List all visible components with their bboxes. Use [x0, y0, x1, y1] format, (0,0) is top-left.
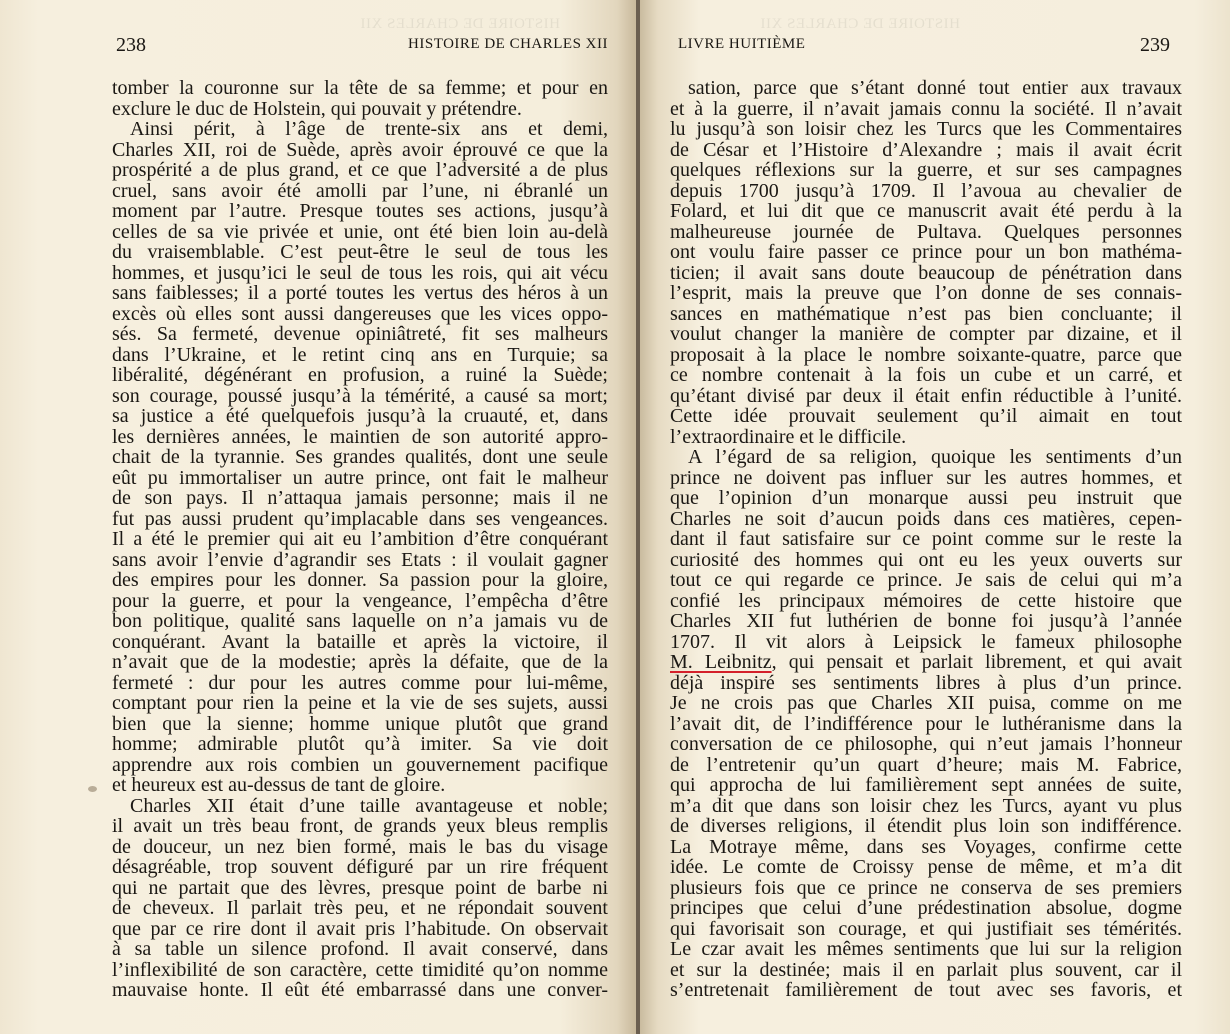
- text-line: exclure le duc de Holstein, qui pouvait y prétendre.: [112, 97, 522, 120]
- text-line: A l’égard de sa religion, quoique les sentiments d’un: [688, 446, 1182, 468]
- text-line: cruel, sans avoir été amolli par l’une, ni ébranlé un: [112, 179, 608, 202]
- text-line: sans faiblesses; il a porté toutes les vertus des héros à un: [112, 282, 608, 304]
- text-line: eût pu immortaliser un autre prince, ont fait le malheur: [112, 466, 608, 489]
- text-line: dant il faut satisfaire sur ce point comme sur le reste la: [670, 528, 1182, 550]
- text-line: La Motraye même, dans ses Voyages, confirme cette: [670, 835, 1182, 858]
- text-line: de César et l’Histoire d’Alexandre ; mais il avait écrit: [670, 138, 1182, 161]
- text-line: désagréable, trop souvent défiguré par un rire fréquent: [112, 856, 608, 878]
- text-line: sa justice a été quelquefois jusqu’à la cruauté, et, dans: [112, 405, 608, 427]
- text-line: n’avait que de la modestie; après la défaite, que de la: [112, 651, 608, 673]
- text-line: curiosité des hommes qui ont eu les yeux ouverts sur: [670, 548, 1182, 571]
- text-line: que par ce rire dont il avait pris l’habitude. On observait: [112, 917, 608, 940]
- text-line: que l’opinion d’un monarque aussi peu instruit que: [670, 487, 1182, 509]
- text-line: tout ce qui regarde ce prince. Je sais de celui qui m’a: [670, 569, 1182, 591]
- text-line: libéralité, dégénérant en profusion, a ruiné la Suède;: [112, 364, 608, 386]
- text-line: chait de la tyrannie. Ses grandes qualités, dont une seule: [112, 446, 608, 468]
- running-head: LIVRE HUITIÈME: [678, 36, 806, 52]
- right-page: [640, 0, 1230, 1034]
- text-line: apprendre aux rois combien un gouvernement pacifique: [112, 753, 608, 776]
- page-body: [670, 78, 1182, 1001]
- text-line: bien que la sienne; homme unique plutôt que grand: [112, 712, 608, 735]
- text-line: excès où elles sont aussi dangereuses que les vices oppo-: [112, 302, 608, 325]
- text-line: qui ne partait que des lèvres, presque point de barbe ni: [112, 876, 608, 899]
- text-line: conquérant. Avant la bataille et après la victoire, il: [112, 630, 608, 653]
- text-line: idée. Le comte de Croissy pense de même, et m’a dit: [670, 856, 1182, 878]
- text-line: Le czar avait les mêmes sentiments que lui sur la religion: [670, 938, 1182, 960]
- text-line: Charles XII, roi de Suède, après avoir éprouvé ce que la: [112, 138, 608, 161]
- running-head: HISTOIRE DE CHARLES XII: [408, 36, 608, 52]
- text-line: de diverses religions, il étendit plus loin son indifférence.: [670, 815, 1182, 837]
- text-line: confié les principaux mémoires de cette histoire que: [670, 589, 1182, 612]
- text-line: m’a dit que dans son loisir chez les Turcs, ayant vu plus: [670, 794, 1182, 817]
- show-through-text: HISTOIRE DE CHARLES XII: [360, 16, 560, 32]
- text-line: sances en mathématique n’est pas bien concluante; il: [670, 302, 1182, 325]
- text-line: conversation de ce philosophe, qui n’eut jamais l’honneur: [670, 733, 1182, 755]
- text-line: comptant pour rien la peine et la vie de ses sujets, aussi: [112, 692, 608, 714]
- paper-stain: [88, 786, 97, 792]
- text-line: fut pas aussi prudent qu’implacable dans ses vengeances.: [112, 507, 608, 530]
- text-line: M. Leibnitz, qui pensait et parlait librement, et qui avait: [670, 651, 1182, 673]
- text-line: Il a été le premier qui ait eu l’ambition d’être conquérant: [112, 528, 608, 550]
- show-through-text: HISTOIRE DE CHARLES XII: [760, 16, 960, 32]
- text-line: moment par l’autre. Presque toutes ses actions, jusqu’à: [112, 200, 608, 222]
- text-line: ont voulu faire passer ce prince pour un bon mathéma-: [670, 241, 1182, 263]
- text-line: prospérité a de plus grand, et ce que l’adversité a de plus: [112, 159, 608, 181]
- text-line: 1707. Il vit alors à Leipsick le fameux philosophe: [670, 630, 1182, 653]
- text-line: s’entretenait familièrement de tout avec ses favoris, et: [670, 979, 1182, 1001]
- text-line: déjà inspiré ses sentiments libres à plus d’un prince.: [670, 671, 1182, 694]
- text-line: mauvaise honte. Il eût été embarrassé dans une conver-: [112, 979, 608, 1001]
- text-line: de douceur, un nez bien formé, mais le bas du visage: [112, 835, 608, 858]
- text-line: Ainsi périt, à l’âge de trente-six ans et demi,: [130, 118, 608, 140]
- text-line: Cette idée prouvait seulement qu’il aimait en tout: [670, 405, 1182, 427]
- text-line: de cheveux. Il parlait très peu, et ne répondait souvent: [112, 897, 608, 919]
- text-line: l’inflexibilité de son caractère, cette timidité qu’on nomme: [112, 958, 608, 981]
- text-line: l’avait dit, de l’indifférence pour le luthéranisme dans la: [670, 712, 1182, 735]
- text-line: Charles XII fut luthérien de bonne foi jusqu’à l’année: [670, 610, 1182, 632]
- text-line: sés. Sa fermeté, devenue opiniâtreté, fit ses malheurs: [112, 323, 608, 345]
- text-line: prince ne doivent pas influer sur les autres hommes, et: [670, 466, 1182, 489]
- text-line: proposait à la place le nombre soixante-quatre, parce que: [670, 343, 1182, 366]
- text-line: il avait un très beau front, de grands yeux bleus remplis: [112, 815, 608, 837]
- text-line: de son pays. Il n’attaqua jamais personne; mais il ne: [112, 487, 608, 509]
- text-line: Folard, et lui dit que ce manuscrit avait été perdu à la: [670, 200, 1182, 222]
- text-line: tomber la couronne sur la tête de sa femme; et pour en: [112, 77, 608, 99]
- text-line: lu jusqu’à son loisir chez les Turcs que les Commentaires: [670, 118, 1182, 140]
- text-line: celles de sa vie privée et unie, ont été bien loin au-delà: [112, 220, 608, 243]
- text-line: à sa table un silence profond. Il avait conservé, dans: [112, 938, 608, 960]
- text-line: l’esprit, mais la preuve que l’on donne de ses connais-: [670, 282, 1182, 304]
- text-line: sans avoir l’envie d’agrandir ses Etats : il voulait gagner: [112, 548, 608, 571]
- text-line: homme; admirable plutôt qu’à imiter. Sa vie doit: [112, 733, 608, 755]
- text-line: du vraisemblable. C’est peut-être le seul de tous les: [112, 241, 608, 263]
- page-number: 238: [116, 34, 146, 56]
- text-line: ticien; il avait sans doute beaucoup de pénétration dans: [670, 261, 1182, 284]
- text-line: qui favorisait son courage, et qui justifiait ses témérités.: [670, 917, 1182, 940]
- text-line: Charles XII était d’une taille avantageuse et noble;: [130, 794, 608, 817]
- text-line: voulut changer la manière de compter par dizaine, et il: [670, 323, 1182, 345]
- text-line: fermeté : dur pour les autres comme pour lui-même,: [112, 671, 608, 694]
- text-line: plusieurs fois que ce prince ne conserva de ses premiers: [670, 876, 1182, 899]
- text-line: ce nombre contenait à la fois un cube et un carré, et: [670, 364, 1182, 386]
- page-body: [112, 78, 608, 1001]
- text-line: l’extraordinaire et le difficile.: [670, 425, 907, 448]
- text-line: hommes, et jusqu’ici le seul de tous les rois, qui ait vécu: [112, 261, 608, 284]
- text-line: qu’étant divisé par deux il était enfin réductible à l’unité.: [670, 384, 1182, 407]
- text-line: principes que celui d’une prédestination absolue, dogme: [670, 897, 1182, 919]
- text-line: Je ne crois pas que Charles XII puisa, comme on me: [670, 692, 1182, 714]
- text-line: des empires pour les donner. Sa passion pour la gloire,: [112, 569, 608, 591]
- text-line: et heureux est au-dessus de tant de gloire.: [112, 774, 446, 796]
- text-line: dans l’Ukraine, et le retint cinq ans en Turquie; sa: [112, 343, 608, 366]
- text-line: sation, parce que s’étant donné tout entier aux travaux: [688, 77, 1182, 99]
- text-line: les dernières années, le maintien de son autorité appro-: [112, 425, 608, 448]
- text-line: bon politique, qualité sans laquelle on n’a jamais vu de: [112, 610, 608, 632]
- text-line: de l’entretenir qu’un quart d’heure; mais M. Fabrice,: [670, 753, 1182, 776]
- page-number: 239: [1140, 34, 1170, 56]
- text-line: pour la guerre, et pour la vengeance, l’empêcha d’être: [112, 589, 608, 612]
- text-line: depuis 1700 jusqu’à 1709. Il l’avoua au chevalier de: [670, 179, 1182, 202]
- text-line: Charles ne soit d’aucun poids dans ces matières, cepen-: [670, 507, 1182, 530]
- text-line: et sur la destinée; mais il en parlait plus souvent, car il: [670, 958, 1182, 981]
- text-line: et à la guerre, il n’avait jamais connu la société. Il n’avait: [670, 97, 1182, 120]
- underlined-name: M. Leibnitz: [670, 651, 772, 673]
- text-line: malheureuse journée de Pultava. Quelques personnes: [670, 220, 1182, 243]
- text-line: qui approcha de lui familièrement sept années de suite,: [670, 774, 1182, 796]
- text-line: son courage, poussé jusqu’à la témérité, a causé sa mort;: [112, 384, 608, 407]
- text-line: quelques réflexions sur la guerre, et sur ses campagnes: [670, 159, 1182, 181]
